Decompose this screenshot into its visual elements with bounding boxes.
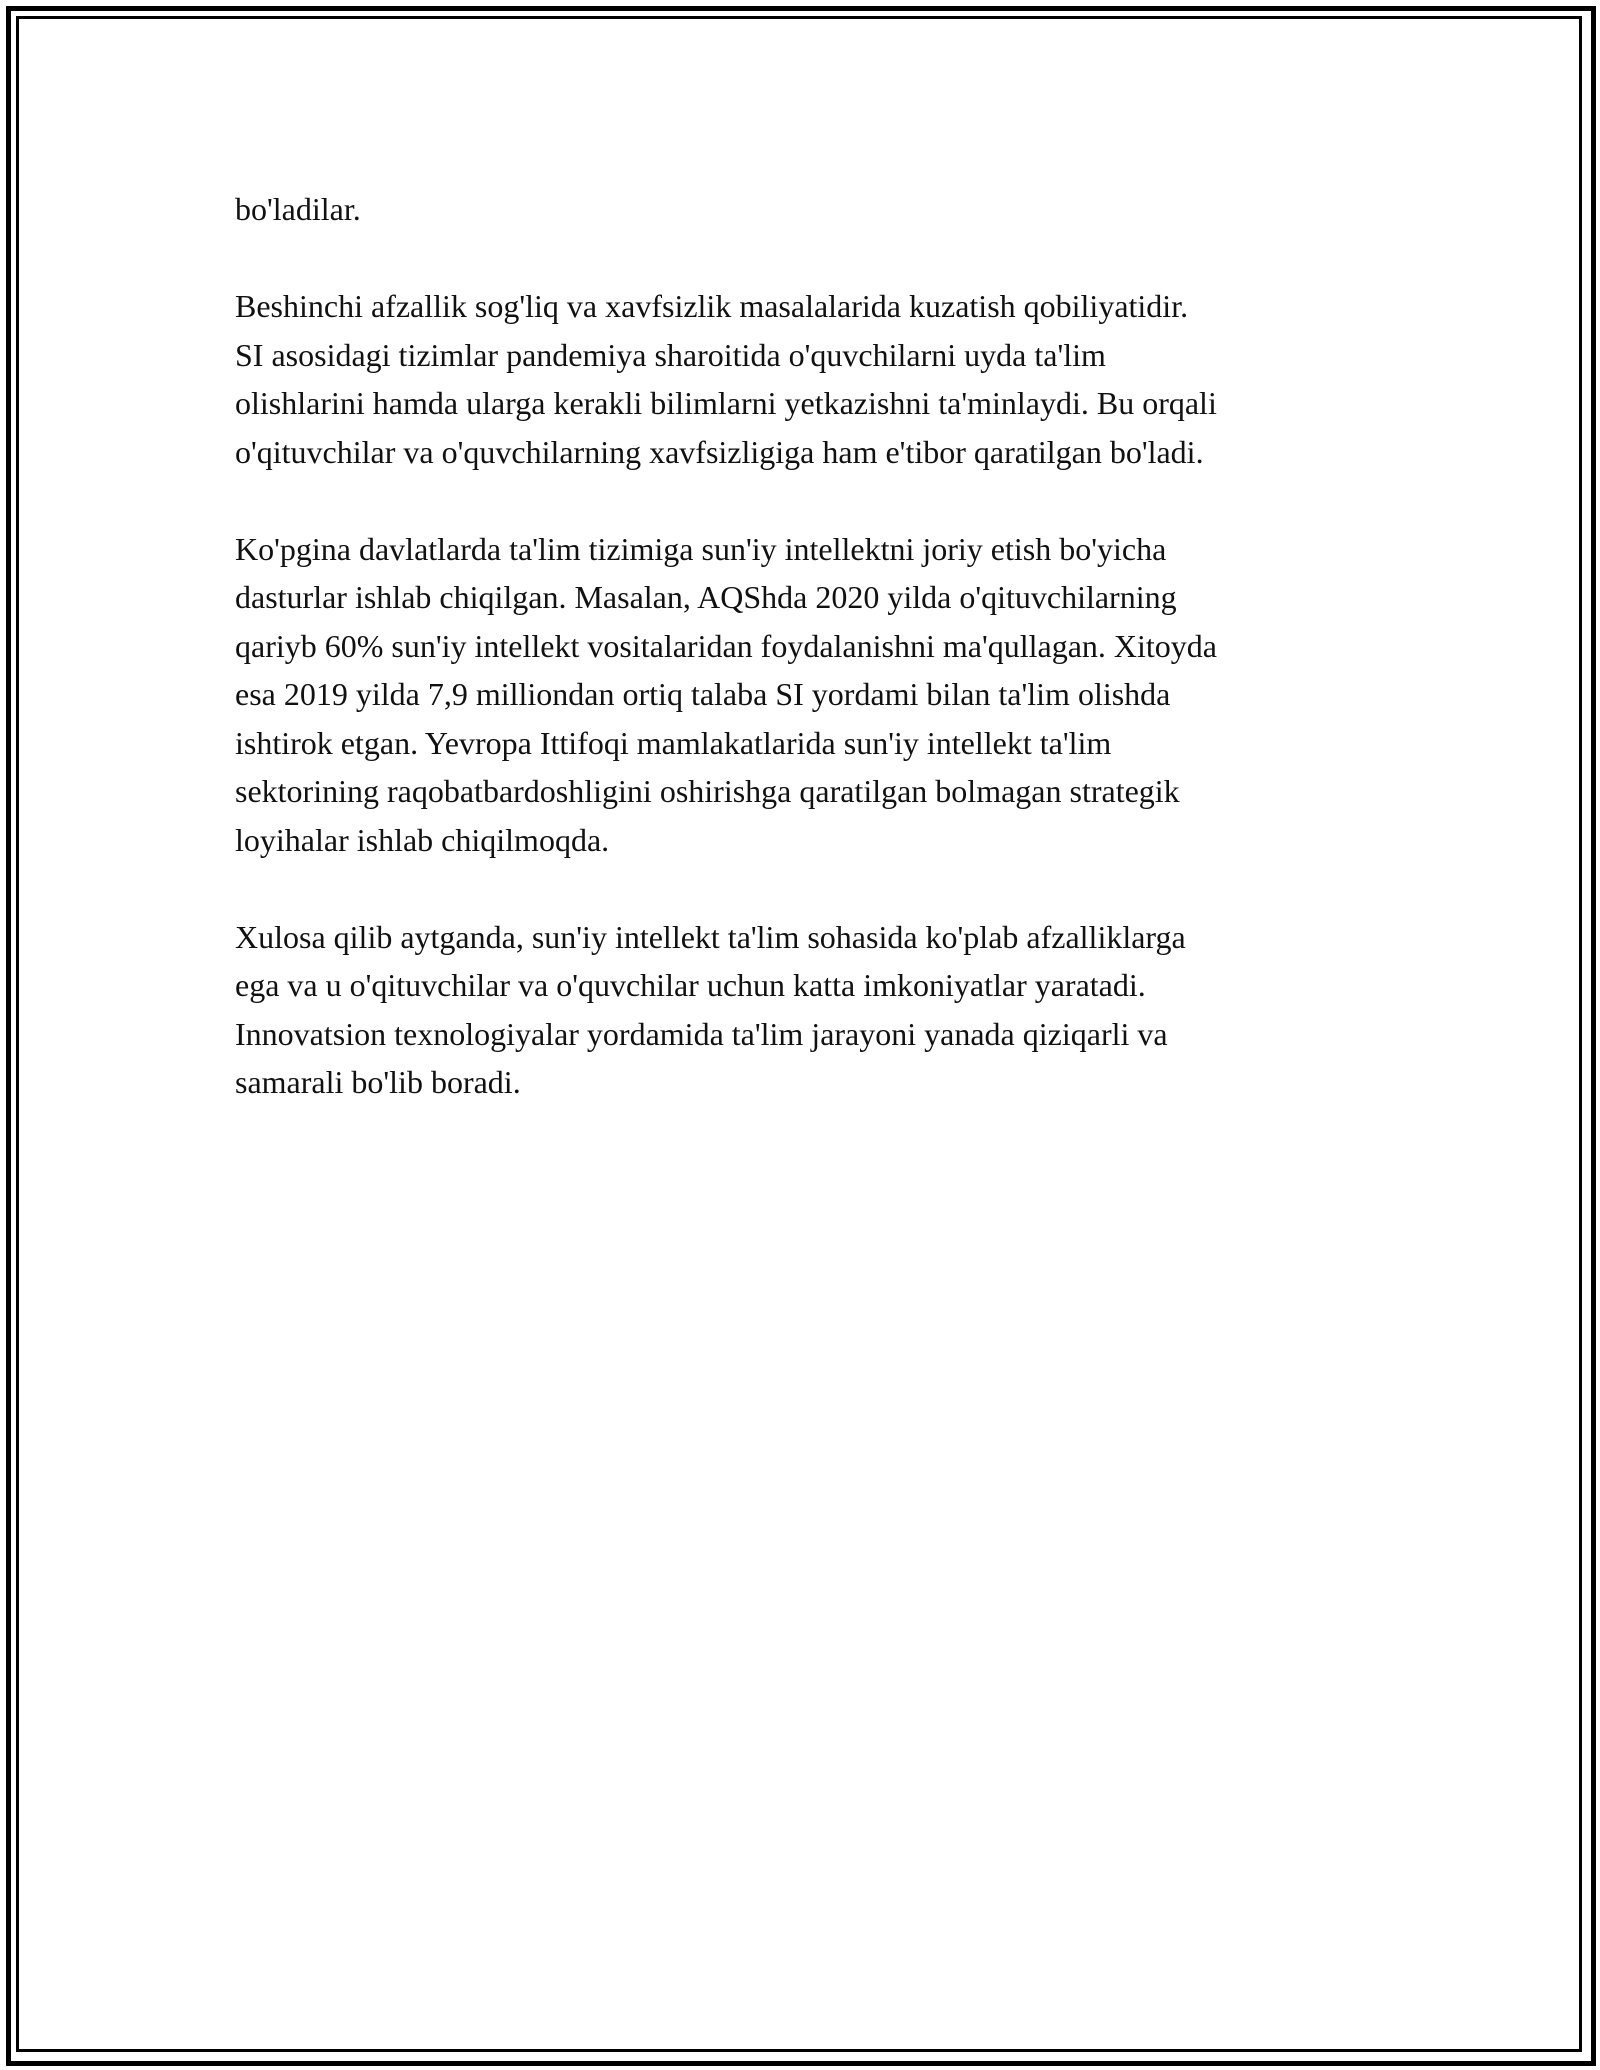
text-line: dasturlar ishlab chiqilgan. Masalan, AQShda 2020 yilda o'qituvchilarning <box>235 579 1177 615</box>
text-line: o'qituvchilar va o'quvchilarning xavfsizligiga ham e'tibor qaratilgan bo'ladi. <box>235 433 1204 470</box>
paragraph-health-safety <box>235 282 1385 476</box>
text-line: Innovatsion texnologiyalar yordamida ta'lim jarayoni yanada qiziqarli va <box>235 1015 1168 1052</box>
text-line: olishlarini hamda ularga kerakli bilimlarni yetkazishni ta'minlaydi. Bu orqali <box>235 385 1217 421</box>
document-body <box>235 185 1385 1155</box>
paragraph-country-programs <box>235 525 1385 865</box>
text-line: bo'ladilar. <box>235 191 361 227</box>
paragraph-continuation <box>235 185 1385 234</box>
text-line: ishtirok etgan. Yevropa Ittifoqi mamlakatlarida sun'iy intellekt ta'lim <box>235 724 1112 761</box>
text-line: Xulosa qilib aytganda, sun'iy intellekt ta'lim sohasida ko'plab afzalliklarga <box>235 918 1186 955</box>
text-line: ega va u o'qituvchilar va o'quvchilar uchun katta imkoniyatlar yaratadi. <box>235 967 1146 1003</box>
text-line: samarali bo'lib boradi. <box>235 1064 521 1100</box>
paragraph-conclusion <box>235 913 1385 1107</box>
text-line: loyihalar ishlab chiqilmoqda. <box>235 821 610 858</box>
text-line: sektorining raqobatbardoshligini oshirishga qaratilgan bolmagan strategik <box>235 773 1180 809</box>
text-line: esa 2019 yilda 7,9 milliondan ortiq talaba SI yordami bilan ta'lim olishda <box>235 676 1171 712</box>
text-line: qariyb 60% sun'iy intellekt vositalaridan foydalanishni ma'qullagan. Xitoyda <box>235 627 1217 664</box>
text-line: SI asosidagi tizimlar pandemiya sharoitida o'quvchilarni uyda ta'lim <box>235 336 1106 373</box>
text-line: Ko'pgina davlatlarda ta'lim tizimiga sun'iy intellektni joriy etish bo'yicha <box>235 530 1167 567</box>
text-line: Beshinchi afzallik sog'liq va xavfsizlik masalalarida kuzatish qobiliyatidir. <box>235 288 1189 324</box>
